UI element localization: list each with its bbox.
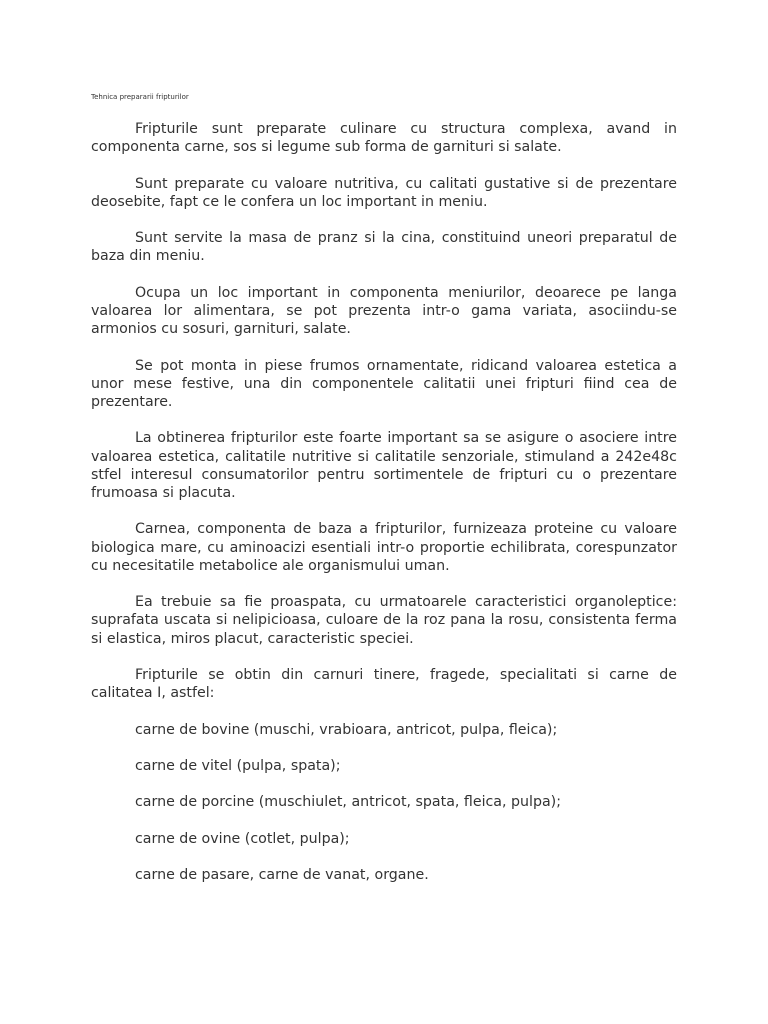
paragraph: Sunt preparate cu valoare nutritiva, cu calitati gustative si de prezentare deosebite, fapt ce le confera un loc important in meniu. (91, 175, 677, 210)
document-header-title: Tehnica prepararii fripturilor (91, 93, 189, 101)
paragraph: Fripturile sunt preparate culinare cu structura complexa, avand in componenta carne, sos si legume sub forma de garnituri si salate. (91, 121, 677, 156)
paragraph: Sunt servite la masa de pranz si la cina, constituind uneori preparatul de baza din meniu. (91, 230, 677, 265)
paragraph: Fripturile se obtin din carnuri tinere, fragede, specialitati si carne de calitatea I, astfel: (91, 666, 677, 702)
list-item: carne de vitel (pulpa, spata); (135, 757, 341, 774)
list-item: carne de porcine (muschiulet, antricot, spata, fleica, pulpa); (135, 794, 561, 811)
paragraph: Ea trebuie sa fie proaspata, cu urmatoarele caracteristici organoleptice: suprafata uscata si nelipicioasa, culoare de la roz pana la rosu, consistenta ferma si elastica, miros placut, caracteristic speciei. (91, 594, 677, 647)
paragraph: Se pot monta in piese frumos ornamentate, ridicand valoarea estetica a unor mese festive, una din componentele calitatii unei fripturi fiind cea de prezentare. (91, 357, 677, 410)
list-item: carne de ovine (cotlet, pulpa); (135, 830, 350, 847)
list-item: carne de bovine (muschi, vrabioara, antricot, pulpa, fleica); (135, 721, 558, 738)
paragraph: Carnea, componenta de baza a fripturilor, furnizeaza proteine cu valoare biologica mare, cu aminoacizi esentiali intr-o proportie echilibrata, corespunzator cu necesitatile metabolice ale organismului uman. (91, 521, 677, 574)
paragraph: La obtinerea fripturilor este foarte important sa se asigure o asociere intre valoarea estetica, calitatile nutritive si calitatile senzoriale, stimuland a 242e48c stfel interesul consumatorilor pentru sortimentele de fripturi cu o prezentare frumoasa si placuta. (91, 430, 677, 501)
paragraph: Ocupa un loc important in componenta meniurilor, deoarece pe langa valoarea lor alimentara, se pot prezenta intr-o gama variata, asociindu-se armonios cu sosuri, garnituri, salate. (91, 284, 677, 338)
meat-list (91, 721, 677, 885)
list-item: carne de pasare, carne de vanat, organe. (135, 867, 429, 884)
document-page (91, 92, 677, 903)
